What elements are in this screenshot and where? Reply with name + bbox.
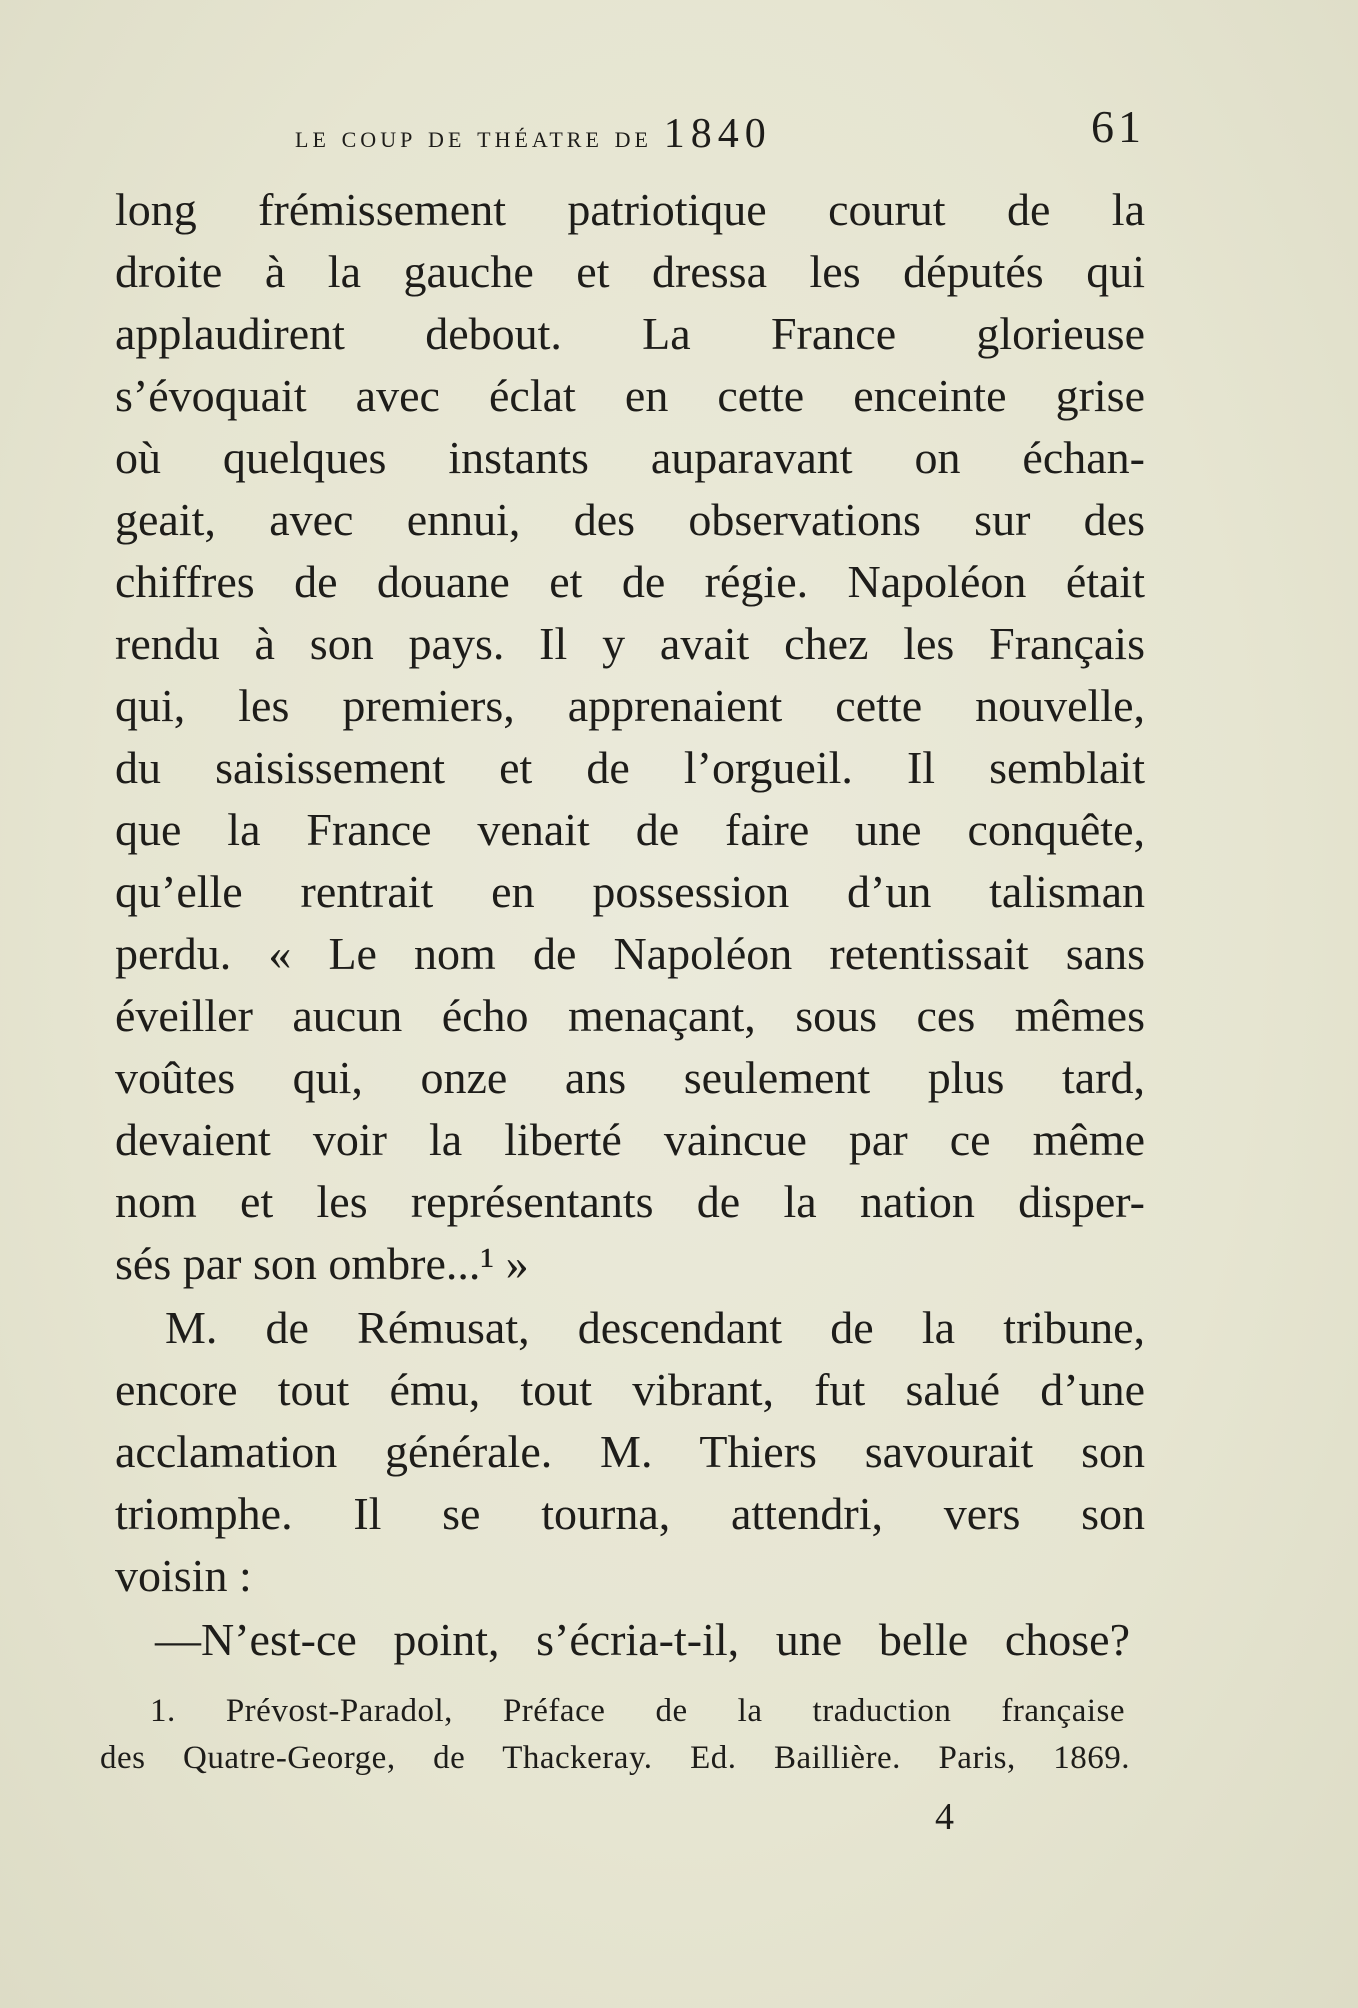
body-line: M. de Rémusat, descendant de la tribune,	[165, 1302, 1145, 1353]
body-line: éveiller aucun écho menaçant, sous ces mêmes	[115, 990, 1145, 1041]
signature-mark: 4	[935, 1796, 954, 1838]
running-title-text: le coup de théatre de	[295, 119, 652, 154]
footnote-line: des Quatre-George, de Thackeray. Ed. Baillière. Paris, 1869.	[100, 1740, 1130, 1776]
body-line: chiffres de douane et de régie. Napoléon était	[115, 556, 1145, 607]
body-line: —N’est-ce point, s’écria-t-il, une belle chose?	[155, 1614, 1130, 1665]
body-line: droite à la gauche et dressa les députés qui	[115, 246, 1145, 297]
body-line: sés par son ombre...¹ »	[115, 1238, 529, 1289]
body-line: encore tout ému, tout vibrant, fut salué d’une	[115, 1364, 1145, 1415]
footnote-line: 1. Prévost-Paradol, Préface de la traduction française	[150, 1693, 1125, 1729]
body-line: acclamation générale. M. Thiers savourait son	[115, 1426, 1145, 1477]
body-line: où quelques instants auparavant on échan-	[115, 432, 1145, 483]
running-head	[295, 100, 1145, 160]
body-line: rendu à son pays. Il y avait chez les Français	[115, 618, 1145, 669]
running-title-year: 1840	[663, 111, 772, 157]
body-line: voisin :	[115, 1550, 252, 1601]
body-line: nom et les représentants de la nation disper-	[115, 1176, 1145, 1227]
body-line: du saisissement et de l’orgueil. Il semblait	[115, 742, 1145, 793]
running-title	[295, 110, 772, 158]
body-line: que la France venait de faire une conquête,	[115, 804, 1145, 855]
body-line: qu’elle rentrait en possession d’un talisman	[115, 866, 1145, 917]
body-line: triomphe. Il se tourna, attendri, vers son	[115, 1488, 1145, 1539]
body-line: voûtes qui, onze ans seulement plus tard,	[115, 1052, 1145, 1103]
body-line: applaudirent debout. La France glorieuse	[115, 308, 1145, 359]
body-line: perdu. « Le nom de Napoléon retentissait sans	[115, 928, 1145, 979]
body-line: geait, avec ennui, des observations sur des	[115, 494, 1145, 545]
body-line: long frémissement patriotique courut de la	[115, 184, 1145, 235]
body-line: qui, les premiers, apprenaient cette nouvelle,	[115, 680, 1145, 731]
body-line: s’évoquait avec éclat en cette enceinte grise	[115, 370, 1145, 421]
page-number: 61	[1091, 101, 1145, 152]
body-line: devaient voir la liberté vaincue par ce même	[115, 1114, 1145, 1165]
